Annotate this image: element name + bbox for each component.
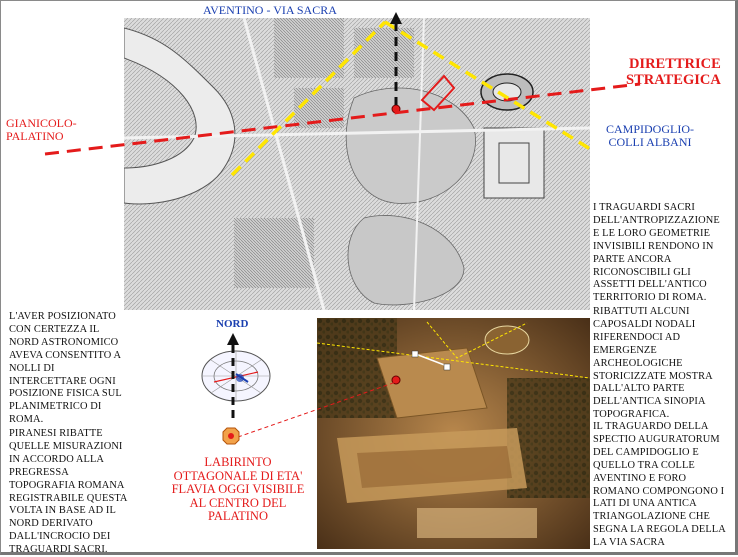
text-nord-astronomico: L'AVER POSIZIONATO CON CERTEZZA IL NORD ASTRONOMICO AVEVA CONSENTITO A NOLLI DI INTERCETTARE OGNI POSIZIONE FISICA SUL PLANIMETRICO DI ROMA.: [9, 311, 122, 426]
text-spectio: IL TRAGUARDO DELLA SPECTIO AUGURATORUM DEL CAMPIDOGLIO E QUELLO TRA COLLE AVENTINO E FORO ROMANO COMPONGONO I LATI DI UNA ANTICA TRIANGOLAZIONE CHE SEGNA LA REGOLA DELLA LA VIA SACRA: [593, 421, 726, 549]
label-gianicolo: GIANICOLO- PALATINO: [6, 116, 77, 144]
label-labirinto: LABIRINTO OTTAGONALE DI ETA' FLAVIA OGGI VISIBILE AL CENTRO DEL PALATINO: [171, 455, 305, 523]
label-campidoglio: CAMPIDOGLIO- COLLI ALBANI: [606, 122, 694, 150]
label-nord: NORD: [216, 318, 249, 330]
label-aventino: AVENTINO - VIA SACRA: [203, 3, 337, 17]
aerial-photo: [317, 318, 590, 549]
north-axis: [230, 333, 236, 423]
text-piranesi: PIRANESI RIBATTE QUELLE MISURAZIONI IN ACCORDO ALLA PREGRESSA TOPOGRAFIA ROMANA REGISTRABILE QUESTA VOLTA IN BASE AD IL NORD DERIVATO DALL'INCROCIO DEI TRAGUARDI SACRI.: [9, 428, 128, 556]
nolli-map: [124, 18, 590, 310]
labirinto-marker-icon: [222, 427, 240, 445]
label-direttrice: DIRETTRICE STRATEGICA: [626, 56, 721, 88]
text-traguardi: I TRAGUARDI SACRI DELL'ANTROPIZZAZIONE E LE LORO GEOMETRIE INVISIBILI RENDONO IN PARTE ANCORA RICONOSCIBILI GLI ASSETTI DELL'ANTICO TERRITORIO DI ROMA.: [593, 202, 720, 304]
text-ribattuti: RIBATTUTI ALCUNI CAPOSALDI NODALI RIFERENDOCI AD EMERGENZE ARCHEOLOGICHE STORICIZZATE MOSTRA DALL'ALTO PARTE DELL'ANTICA SINOPIA TOPOGRAFICA.: [593, 306, 713, 421]
